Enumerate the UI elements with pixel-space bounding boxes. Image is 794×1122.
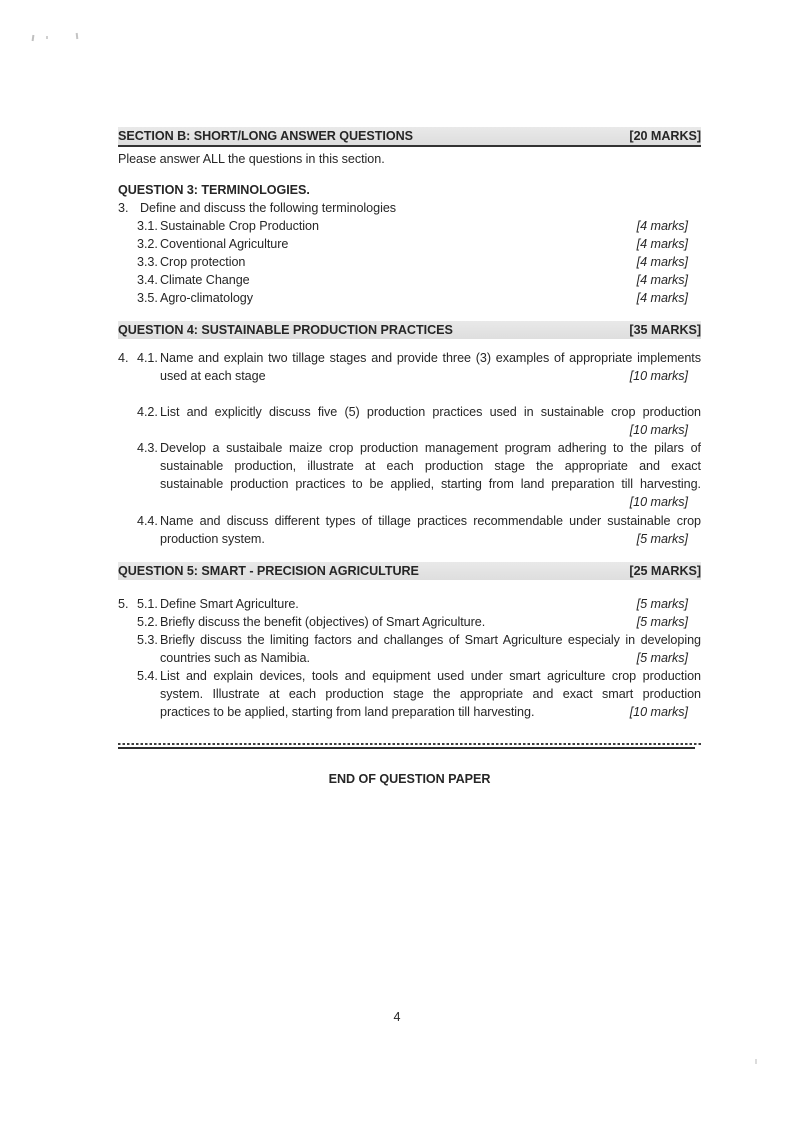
item-label: Coventional Agriculture [160,237,289,251]
question-3-lead [118,199,701,217]
item-text-line: system. Illustrate at each production stage the appropriate and exact smart production [160,687,701,701]
question-4-marks: [35 MARKS] [629,323,701,337]
item-text: production system. [160,532,265,546]
item-text-line: Develop a sustaibale maize crop production management program adhering to the pilars of [160,441,701,455]
question-5-header [118,562,701,580]
item-label: Crop protection [160,255,246,269]
item-last-line [160,530,701,548]
item-last-line [160,367,701,385]
item-marks: [5 marks] [636,651,688,665]
page-number: 4 [393,1010,401,1024]
item-last-line [160,595,701,613]
scan-artifact [755,1059,757,1064]
question-5-title: QUESTION 5: SMART - PRECISION AGRICULTURE [118,564,419,578]
item-number: 3.2. [137,237,158,251]
section-b-instruction: Please answer ALL the questions in this section. [118,152,385,166]
item-number: 4.1. [137,351,158,365]
item-label: Agro-climatology [160,291,253,305]
item-text-line: Briefly discuss the limiting factors and challanges of Smart Agriculture especialy in developing [160,633,701,647]
question-3-lead-text: Define and discuss the following terminologies [140,201,397,215]
item-number: 5.1. [137,597,158,611]
question-3-item [118,253,701,271]
item-number: 3.1. [137,219,158,233]
item-number: 5.2. [137,615,158,629]
item-label: Climate Change [160,273,250,287]
solid-line [118,747,695,749]
item-number: 5.3. [137,633,158,647]
item-marks: [4 marks] [636,255,688,269]
item-marks-line [160,493,701,511]
question-3-heading: QUESTION 3: TERMINOLOGIES. [118,183,310,197]
item-number: 4.4. [137,514,158,528]
item-text-line: List and explicitly discuss five (5) production practices used in sustainable crop production [160,405,701,419]
item-text: practices to be applied, starting from land preparation till harvesting. [160,705,535,719]
end-of-paper-note: END OF QUESTION PAPER [328,772,491,786]
item-number: 3.5. [137,291,158,305]
question-4-title: QUESTION 4: SUSTAINABLE PRODUCTION PRACTICES [118,323,453,337]
question-4-number: 4. [118,351,129,365]
item-text-line: Name and discuss different types of tillage practices recommendable under sustainable crop [160,514,701,528]
question-5-marks: [25 MARKS] [629,564,701,578]
question-3-item [118,271,701,289]
item-last-line [160,703,701,721]
item-marks: [10 marks] [629,423,688,437]
question-5-item [118,613,701,631]
question-5-item [118,595,701,613]
question-5-item [118,667,701,721]
item-text-line: Name and explain two tillage stages and provide three (3) examples of appropriate implements [160,351,701,365]
document-body [118,127,701,788]
item-text-line: List and explain devices, tools and equipment used under smart agriculture crop production [160,669,701,683]
item-last-line [160,649,701,667]
question-4-item [118,403,701,439]
item-text: used at each stage [160,369,266,383]
item-marks: [4 marks] [636,273,688,287]
question-5-item [118,631,701,667]
question-3-number: 3. [118,201,129,215]
item-text: countries such as Namibia. [160,651,310,665]
end-divider [118,743,701,749]
item-number: 5.4. [137,669,158,683]
section-b-header [118,127,701,147]
question-3-item [118,217,701,235]
question-4-item [118,512,701,548]
item-marks: [5 marks] [636,532,688,546]
item-text: Define Smart Agriculture. [160,597,299,611]
item-number: 4.2. [137,405,158,419]
item-marks-line [160,421,701,439]
item-marks: [10 marks] [629,369,688,383]
question-4-item [118,439,701,511]
item-marks: [5 marks] [636,615,688,629]
scan-artifact [46,36,48,39]
question-5-number: 5. [118,597,129,611]
section-b-marks: [20 MARKS] [629,129,701,143]
item-marks: [4 marks] [636,237,688,251]
item-text-line: sustainable production, illustrate at each production stage the appropriate and exact [160,459,701,473]
item-marks: [4 marks] [636,291,688,305]
scan-artifact [32,35,35,41]
question-3-item [118,289,701,307]
item-marks: [4 marks] [636,219,688,233]
section-b-title: SECTION B: SHORT/LONG ANSWER QUESTIONS [118,129,413,143]
item-marks: [5 marks] [636,597,688,611]
item-marks: [10 marks] [629,705,688,719]
scan-artifact [76,33,79,39]
item-number: 4.3. [137,441,158,455]
item-last-line [160,613,701,631]
item-number: 3.3. [137,255,158,269]
item-marks: [10 marks] [629,495,688,509]
dashed-line [118,743,701,745]
question-4-header [118,321,701,339]
item-text: Briefly discuss the benefit (objectives) of Smart Agriculture. [160,615,486,629]
item-label: Sustainable Crop Production [160,219,319,233]
item-text-line: sustainable production practices to be applied, starting from land preparation till harvesting. [160,477,701,491]
question-3-item [118,235,701,253]
item-number: 3.4. [137,273,158,287]
question-4-item [118,349,701,385]
